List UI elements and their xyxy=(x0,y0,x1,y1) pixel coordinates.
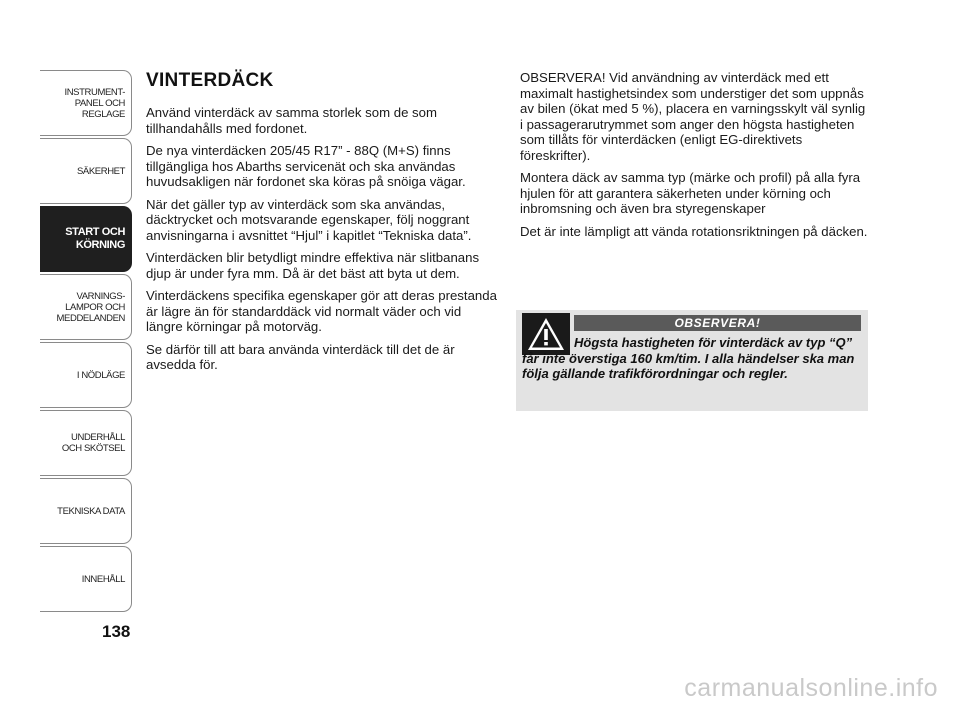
page-number: 138 xyxy=(102,622,131,641)
tab-sakerhet[interactable] xyxy=(40,138,132,204)
warning-text: Högsta hastigheten för vinterdäck av typ “Q” får inte överstiga 160 km/tim. I alla händelser ska man följa gällande trafikförordningar och regler. xyxy=(522,335,855,381)
tab-label: I NÖDLÄGE xyxy=(76,369,125,381)
tab-label: TEKNISKA DATA xyxy=(57,505,125,517)
tab-label: SÄKERHET xyxy=(76,165,125,177)
tab-label: INSTRUMENT- PANEL OCH REGLAGE xyxy=(64,86,125,120)
right-column xyxy=(520,70,868,246)
warning-box xyxy=(516,310,868,411)
tab-label: VARNINGS- LAMPOR OCH MEDDELANDEN xyxy=(56,290,125,324)
tab-start-och-korning[interactable] xyxy=(40,206,132,272)
paragraph: OBSERVERA! Vid användning av vinterdäck med ett maximalt hastighetsindex som understiger det som uppnås av bilen (ökat med 5 %), placera en varningsskylt väl synlig i passagerarutrymmet som anger den högsta hastigheten som tillåts för vinterdäcken (enligt EG-direktivets föreskrifter). xyxy=(520,70,866,163)
tab-i-nodlage[interactable] xyxy=(40,342,132,408)
paragraph: Använd vinterdäck av samma storlek som de som tillhandahålls med fordonet. xyxy=(146,105,437,136)
tab-varningslampor[interactable] xyxy=(40,274,132,340)
paragraph: Vinterdäckens specifika egenskaper gör att deras prestanda är lägre än för standarddäck vid normalt väder och vid längre körningar på motorväg. xyxy=(146,288,497,334)
paragraph: Vinterdäcken blir betydligt mindre effektiva när slitbanans djup är under fyra mm. Då är det bäst att byta ut dem. xyxy=(146,250,480,281)
tab-label: INNEHÅLL xyxy=(81,573,125,585)
tab-instrumentpanel[interactable] xyxy=(40,70,132,136)
tab-innehall[interactable] xyxy=(40,546,132,612)
paragraph: Se därför till att bara använda vinterdäck till det de är avsedda för. xyxy=(146,341,455,372)
tab-underhall[interactable] xyxy=(40,410,132,476)
paragraph: Montera däck av samma typ (märke och profil) på alla fyra hjulen för att garantera säkerheten under körning och inbromsning och även bra styregenskaper xyxy=(520,170,861,216)
warning-header: OBSERVERA! xyxy=(574,315,861,331)
watermark: carmanualsonline.info xyxy=(684,674,938,702)
tab-tekniska-data[interactable] xyxy=(40,478,132,544)
tab-label: UNDERHÅLL OCH SKÖTSEL xyxy=(61,432,125,454)
tab-label: START OCH KÖRNING xyxy=(65,226,125,251)
paragraph: Det är inte lämpligt att vända rotationsriktningen på däcken. xyxy=(520,223,868,239)
left-column xyxy=(146,70,498,380)
paragraph: När det gäller typ av vinterdäck som ska användas, däcktrycket och motsvarande egenskaper, följ noggrant anvisningarna i avsnittet “Hjul” i kapitlet “Tekniska data”. xyxy=(146,196,472,243)
paragraph: De nya vinterdäcken 205/45 R17” - 88Q (M+S) finns tillgängliga hos Abarths servicenät och ska användas huvudsakligen när fordonet ska köras på snöiga vägar. xyxy=(146,143,466,189)
section-title: VINTERDÄCK xyxy=(146,70,274,91)
